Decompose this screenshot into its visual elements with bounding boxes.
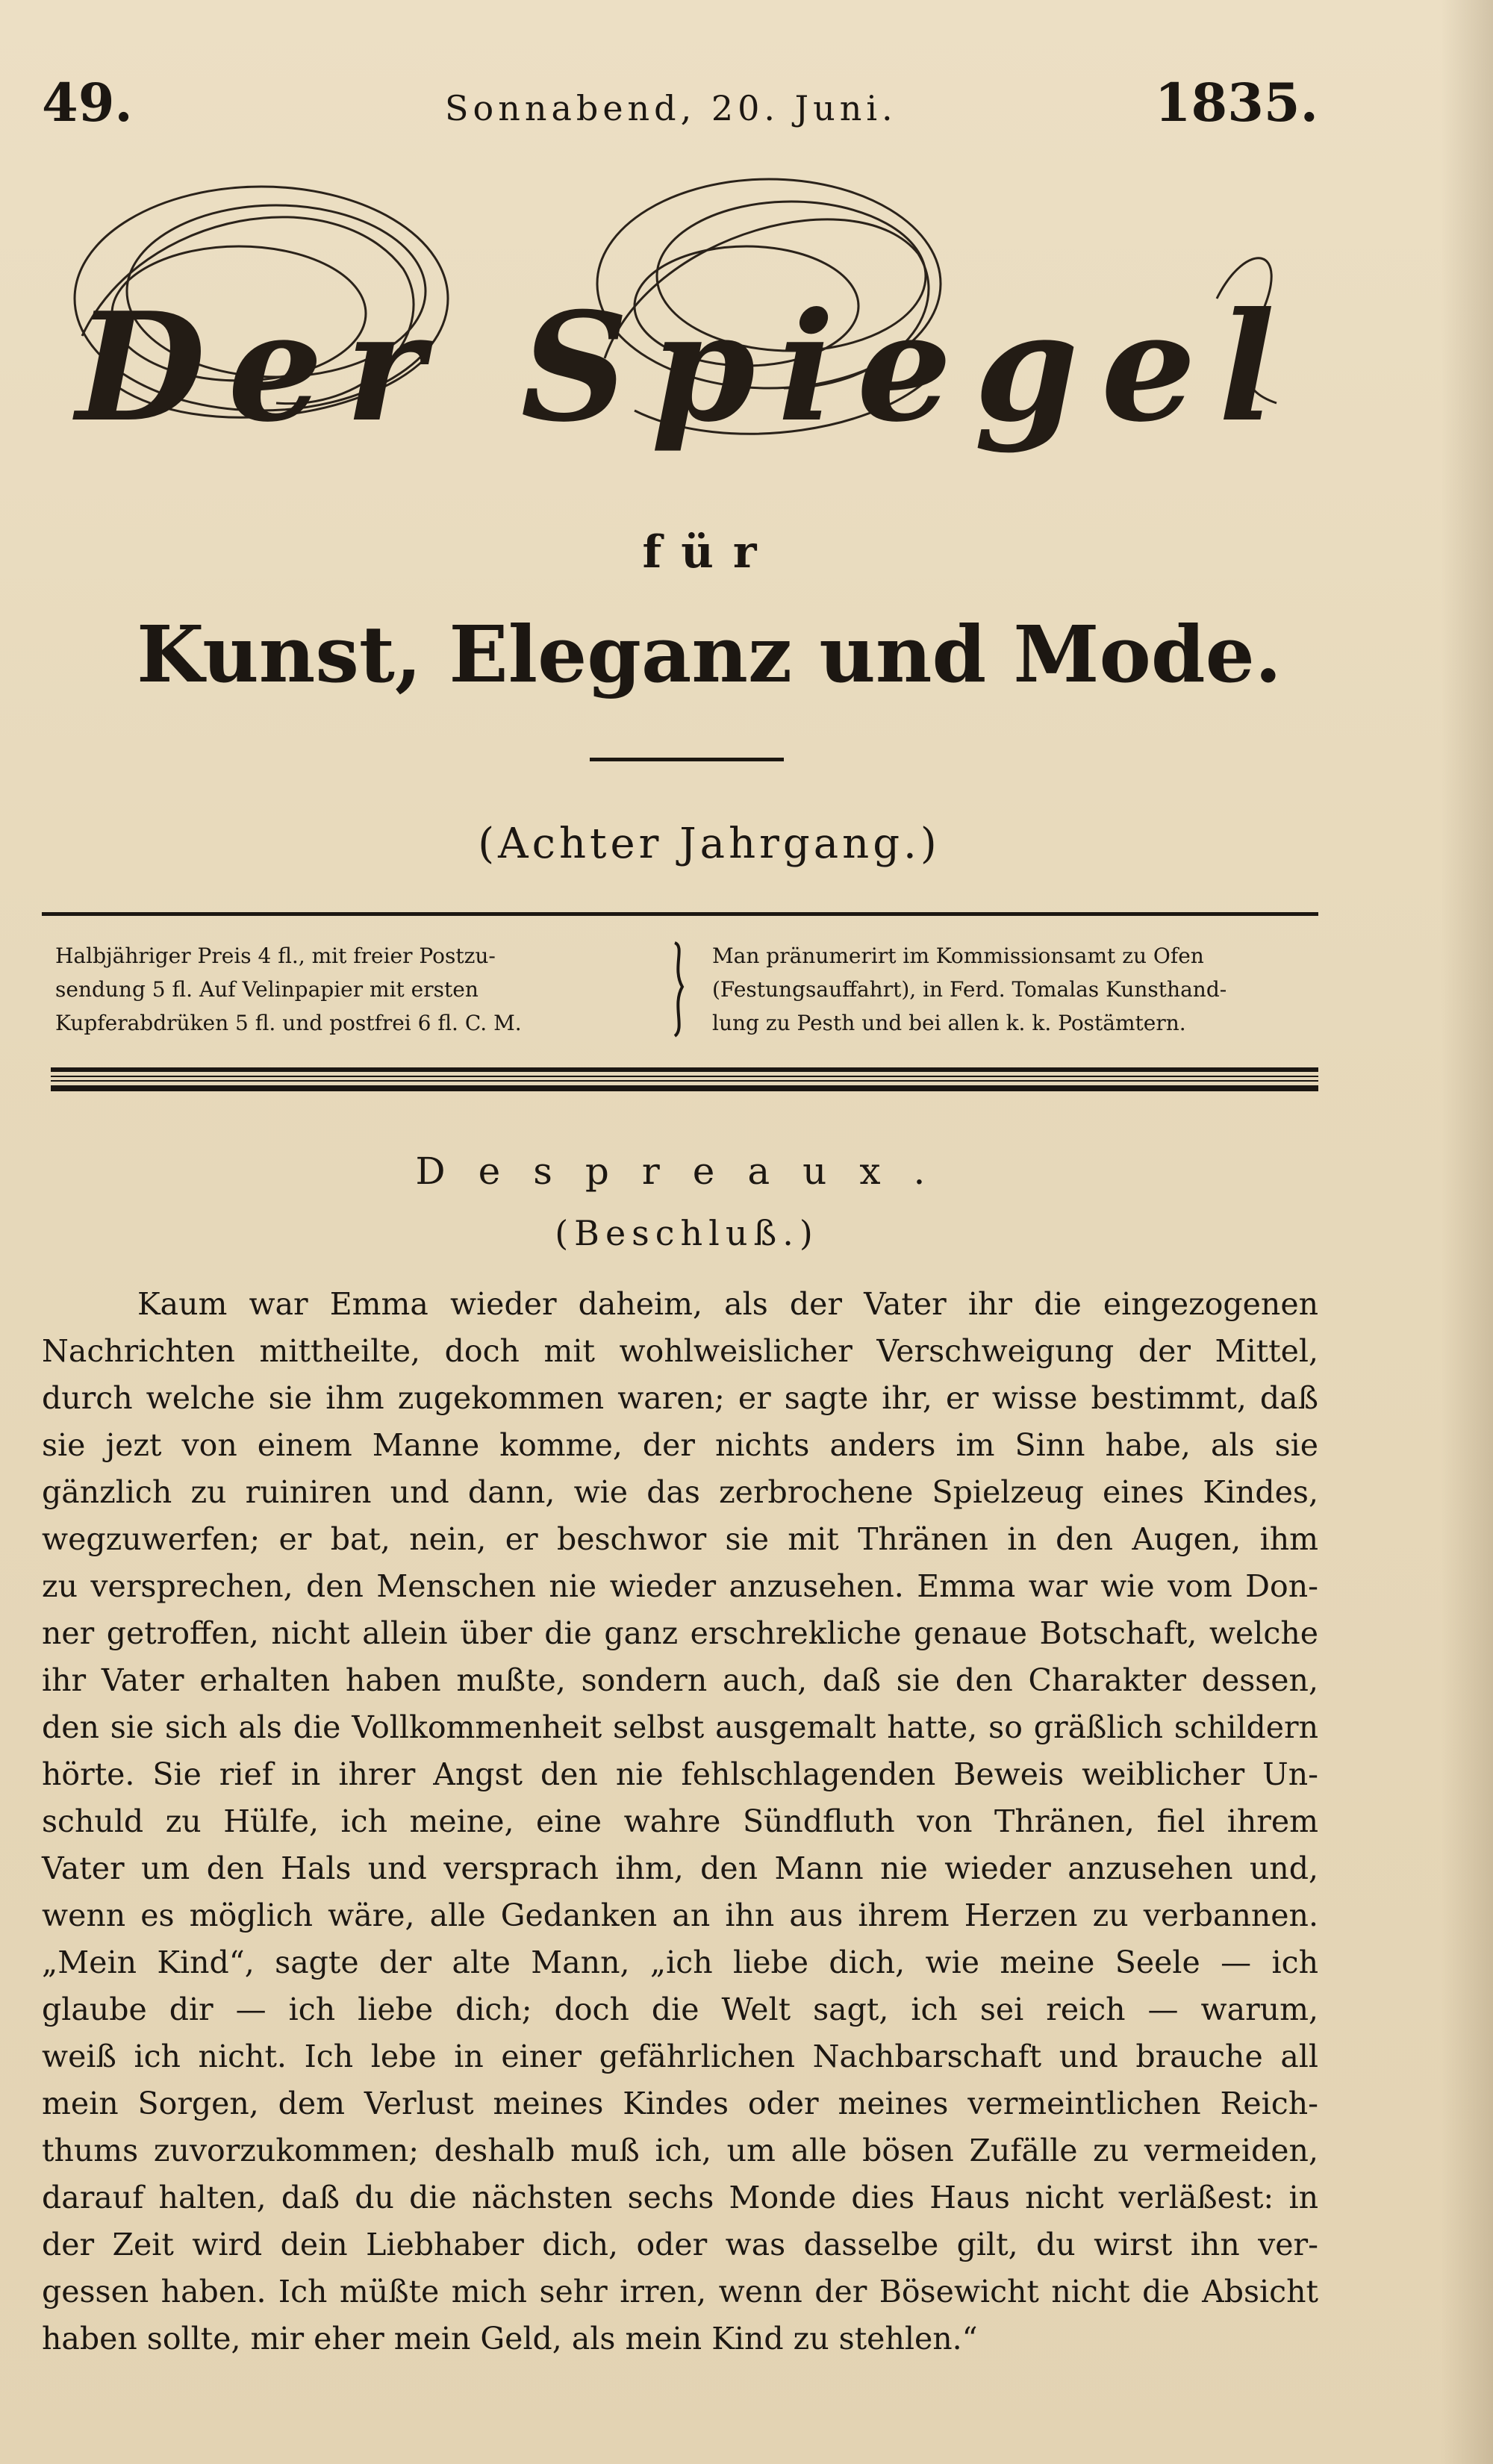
masthead-fuer: für — [642, 526, 776, 578]
body-line: haben sollte, mir eher mein Geld, als mein Kind zu stehlen.“ — [42, 2321, 978, 2357]
body-line: gessen haben. Ich müßte mich sehr irren, wenn der Bösewicht nicht die Absicht — [42, 2274, 1318, 2309]
body-line: Vater um den Hals und versprach ihm, den Mann nie wieder anzusehen und, — [42, 1850, 1318, 1886]
body-line: mein Sorgen, dem Verlust meines Kindes oder meines vermeintlichen Reich- — [42, 2086, 1318, 2121]
header-rule — [42, 912, 1318, 916]
body-line: zu versprechen, den Menschen nie wieder anzusehen. Emma war wie vom Don- — [42, 1568, 1318, 1604]
body-line: durch welche sie ihm zugekommen waren; er sagte ihr, er wisse bestimmt, daß — [42, 1380, 1318, 1416]
masthead-subtitle: Kunst, Eleganz und Mode. — [137, 608, 1282, 700]
dateline: Sonnabend, 20. Juni. — [445, 88, 897, 128]
masthead — [52, 164, 1321, 493]
body-line: sie jezt von einem Manne komme, der nichts anders im Sinn habe, als sie — [42, 1427, 1318, 1463]
subscription-price — [55, 939, 652, 1040]
publication-year: 1835. — [1154, 72, 1318, 134]
location-line: lung zu Pesth und bei allen k. k. Postämtern. — [712, 1011, 1186, 1035]
subscription-location — [712, 939, 1317, 1040]
double-rule-divider — [51, 1066, 1318, 1094]
body-line: „Mein Kind“, sagte der alte Mann, „ich liebe dich, wie meine Seele — ich — [42, 1944, 1318, 1980]
subscription-info — [55, 939, 1317, 1044]
masthead-title: Der Spiegel — [75, 280, 1298, 455]
body-line: der Zeit wird dein Liebhaber dich, oder was dasselbe gilt, du wirst ihn ver- — [42, 2227, 1318, 2262]
volume-label: (Achter Jahrgang.) — [478, 820, 941, 868]
body-line: wenn es möglich wäre, alle Gedanken an ihn aus ihrem Herzen zu verbannen. — [42, 1897, 1318, 1933]
body-line: thums zuvorzukommen; deshalb muß ich, um alle bösen Zufälle zu vermeiden, — [42, 2133, 1318, 2168]
body-line: wegzuwerfen; er bat, nein, er beschwor sie mit Thränen in den Augen, ihm — [42, 1521, 1318, 1557]
body-line: Kaum war Emma wieder daheim, als der Vater ihr die eingezogenen — [137, 1286, 1318, 1322]
price-line: Halbjähriger Preis 4 fl., mit freier Postzu- — [55, 944, 496, 968]
body-line: darauf halten, daß du die nächsten sechs Monde dies Haus nicht verläßest: in — [42, 2180, 1318, 2215]
body-line: gänzlich zu ruiniren und dann, wie das zerbrochene Spielzeug eines Kindes, — [42, 1474, 1318, 1510]
brace-divider-icon — [661, 939, 699, 1040]
body-line: weiß ich nicht. Ich lebe in einer gefährlichen Nachbarschaft und brauche all — [42, 2039, 1318, 2074]
price-line: Kupferabdrüken 5 fl. und postfrei 6 fl. C. M. — [55, 1011, 522, 1035]
body-line: ihr Vater erhalten haben mußte, sondern auch, daß sie den Charakter dessen, — [42, 1662, 1318, 1698]
article-body — [42, 1281, 1318, 2362]
article-subtitle: (Beschluß.) — [555, 1213, 819, 1253]
price-line: sendung 5 fl. Auf Velinpapier mit ersten — [55, 977, 479, 1002]
page-edge-shadow — [1441, 0, 1493, 2464]
body-line: ner getroffen, nicht allein über die ganz erschrekliche genaue Botschaft, welche — [42, 1615, 1318, 1651]
body-line: schuld zu Hülfe, ich meine, eine wahre Sündfluth von Thränen, fiel ihrem — [42, 1803, 1318, 1839]
location-line: Man pränumerirt im Kommissionsamt zu Ofen — [712, 944, 1204, 968]
issue-number: 49. — [42, 72, 133, 134]
location-line: (Festungsauffahrt), in Ferd. Tomalas Kunsthand- — [712, 977, 1227, 1002]
body-line: Nachrichten mittheilte, doch mit wohlweislicher Verschweigung der Mittel, — [42, 1333, 1318, 1369]
header-line — [42, 72, 1318, 134]
body-line: glaube dir — ich liebe dich; doch die Welt sagt, ich sei reich — warum, — [42, 1992, 1318, 2027]
article-title: Despreaux. — [415, 1150, 959, 1193]
body-line: den sie sich als die Vollkommenheit selbst ausgemalt hatte, so gräßlich schildern — [42, 1709, 1318, 1745]
body-line: hörte. Sie rief in ihrer Angst den nie fehlschlagenden Beweis weiblicher Un- — [42, 1756, 1318, 1792]
masthead-divider — [590, 758, 784, 761]
